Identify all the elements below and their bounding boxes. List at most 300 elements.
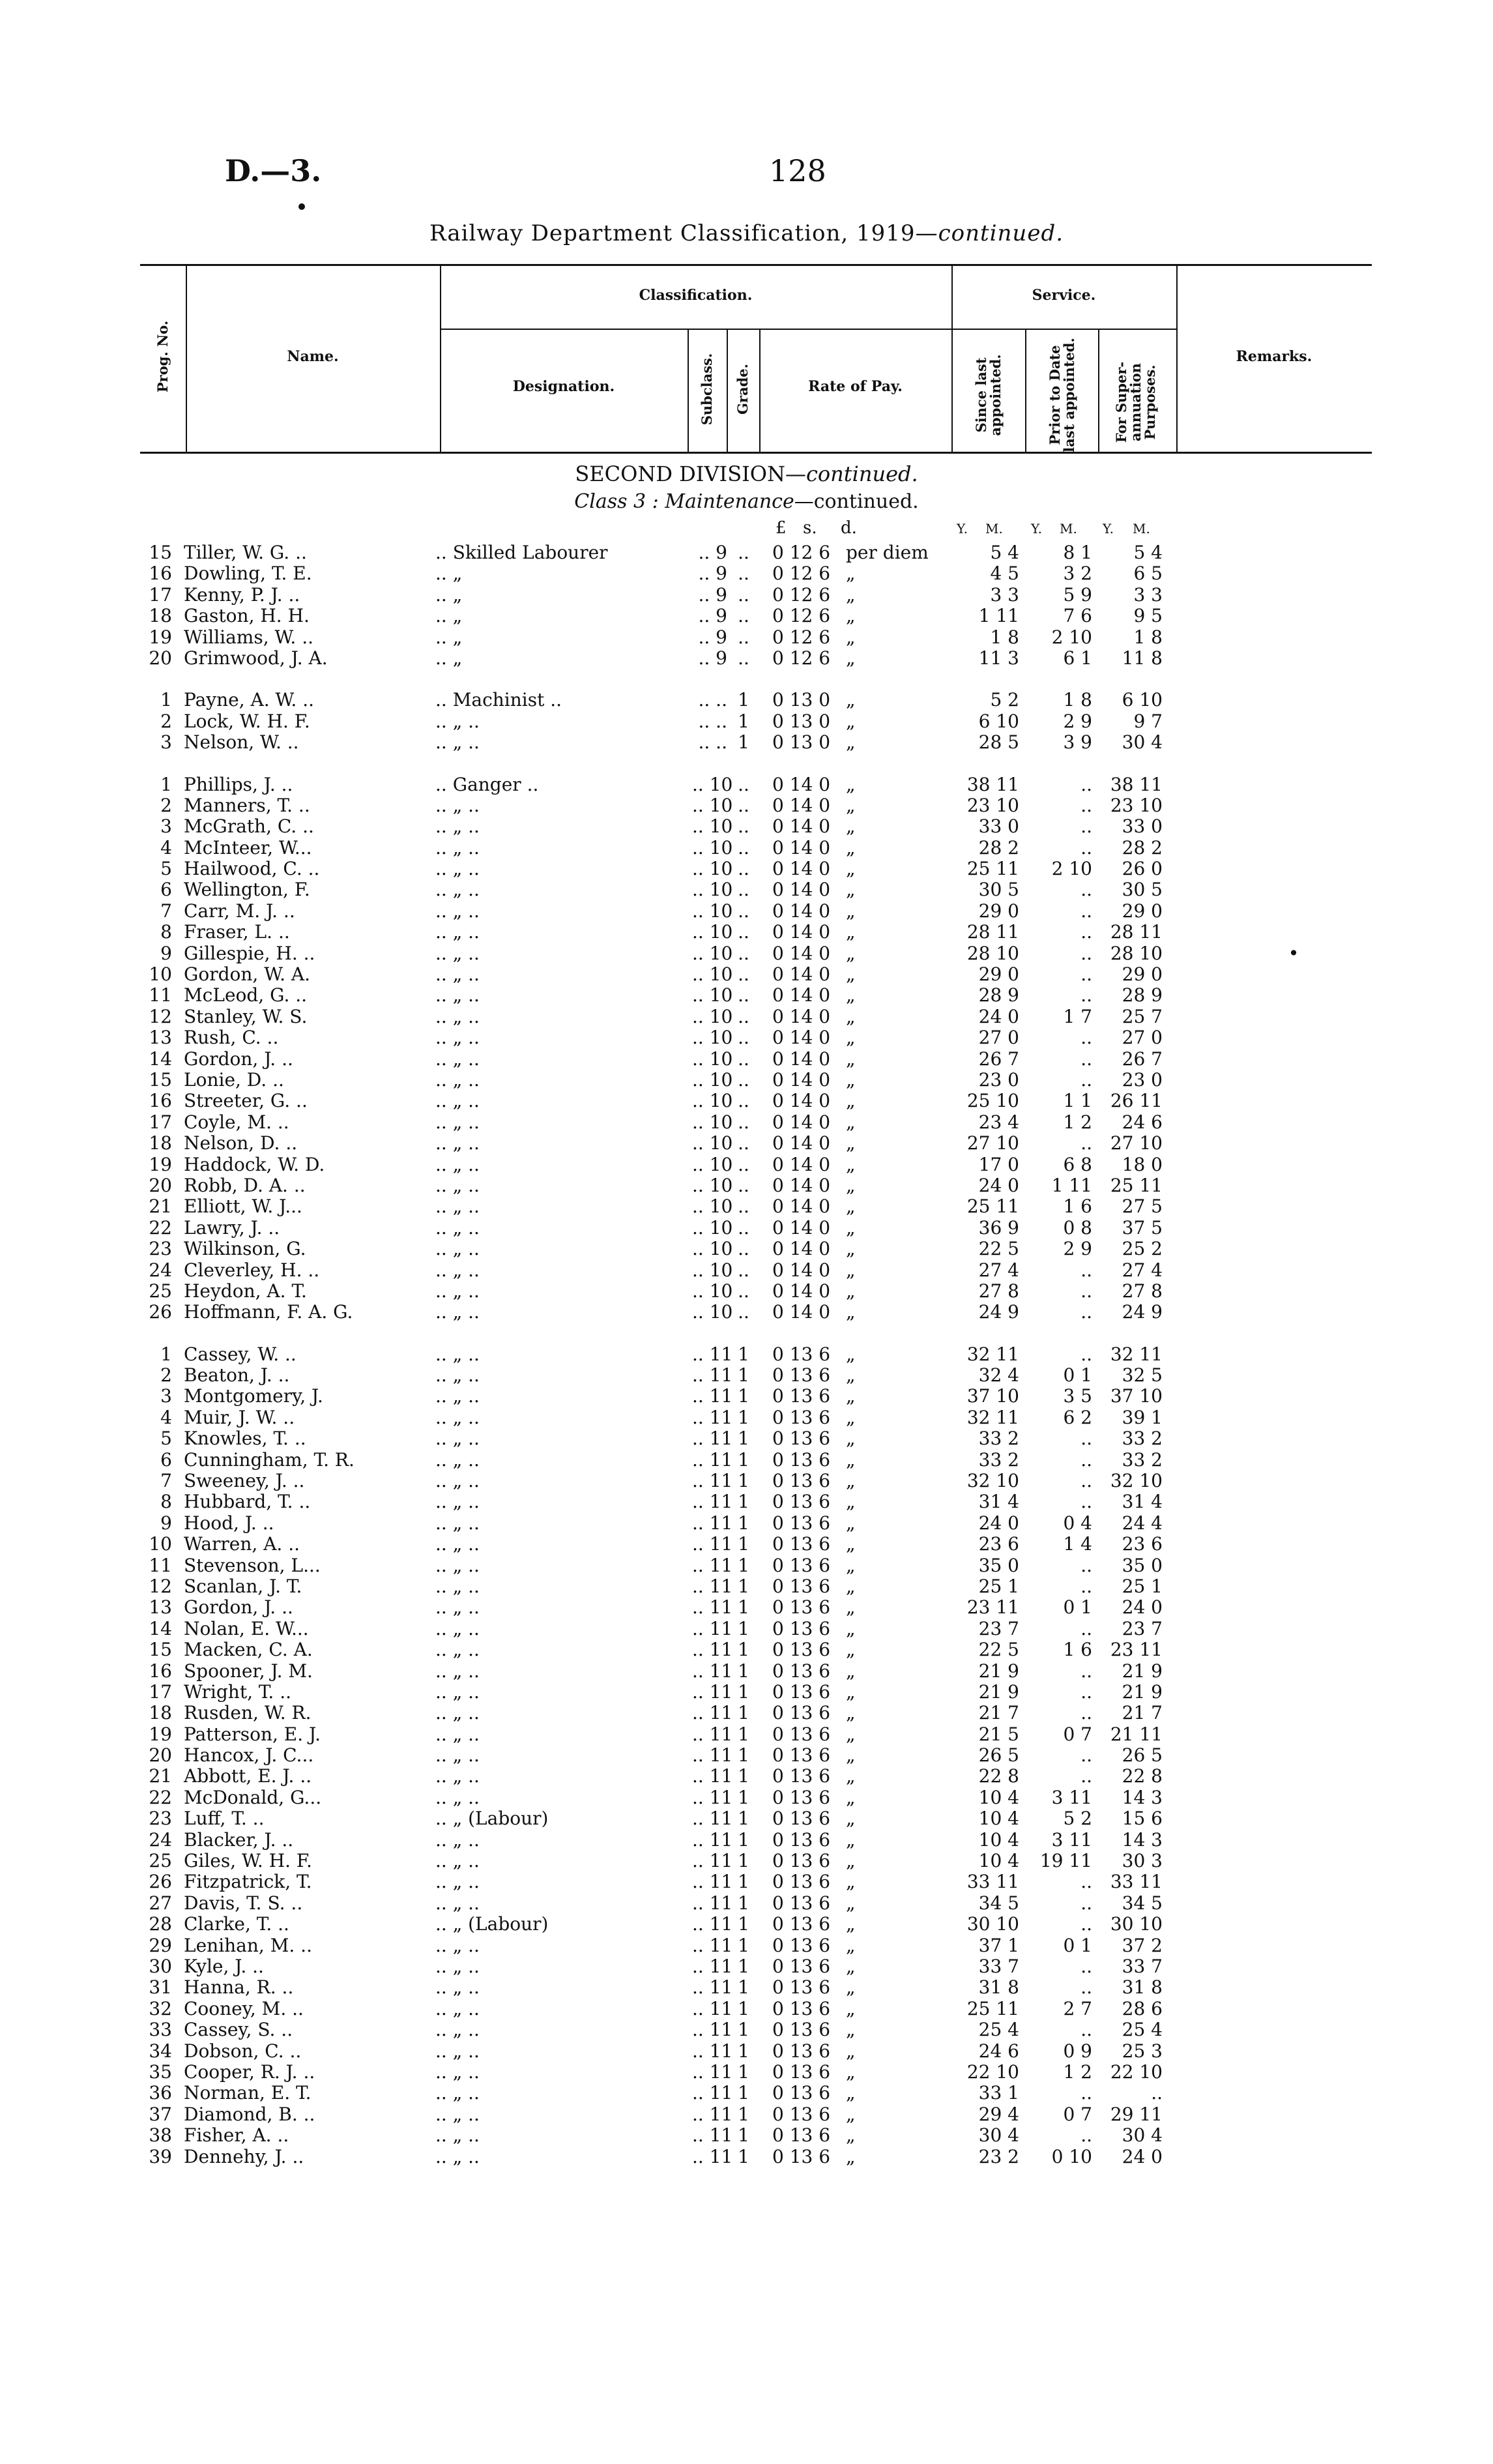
service-since-cell: 5 2 xyxy=(990,689,1019,711)
designation-cell: .. „ .. xyxy=(435,1765,480,1787)
designation-cell: .. „ .. xyxy=(435,1195,480,1218)
unit-labels xyxy=(0,518,1493,539)
unit-months: M. xyxy=(1133,521,1150,536)
service-prior-cell: 1 7 xyxy=(1063,1005,1092,1027)
rate-cell: 0 13 6 xyxy=(772,1406,831,1428)
grade-cell: 1 xyxy=(738,1639,749,1661)
rate-unit-cell: „ xyxy=(846,1554,856,1576)
service-since-cell: 21 9 xyxy=(978,1660,1019,1682)
table-row xyxy=(0,1154,1493,1175)
rate-cell: 0 14 0 xyxy=(772,984,831,1006)
rate-cell: 0 13 6 xyxy=(772,1892,831,1914)
designation-cell: .. „ .. xyxy=(435,1343,480,1365)
service-super-cell: 28 11 xyxy=(1110,921,1163,943)
rate-unit-cell: „ xyxy=(846,1997,856,2019)
designation-cell: .. „ .. xyxy=(435,1639,480,1661)
service-prior-cell: .. xyxy=(1080,1280,1092,1302)
rate-unit-cell: „ xyxy=(846,1808,856,1830)
service-since-cell: 21 5 xyxy=(978,1723,1019,1745)
name-cell: Nelson, W. .. xyxy=(184,731,299,754)
prog-no-cell: 8 xyxy=(160,921,172,943)
designation-cell: .. „ xyxy=(435,647,463,669)
subclass-cell: .. 10 xyxy=(692,1132,733,1154)
rate-cell: 0 13 6 xyxy=(772,1702,831,1724)
table-row xyxy=(0,627,1493,648)
service-super-cell: 29 0 xyxy=(1122,963,1163,986)
prog-no-cell: 39 xyxy=(149,2145,172,2167)
grade-cell: 1 xyxy=(738,1723,749,1745)
designation-cell: .. „ .. xyxy=(435,1090,480,1112)
table-row xyxy=(0,1977,1493,1998)
service-prior-cell: .. xyxy=(1080,1617,1092,1639)
service-since-cell: 4 5 xyxy=(990,563,1019,585)
subclass-cell: .. 10 xyxy=(692,1216,733,1239)
designation-cell: .. „ .. xyxy=(435,1934,480,1956)
service-super-cell: 32 10 xyxy=(1110,1470,1163,1492)
rate-unit-cell: „ xyxy=(846,1723,856,1745)
subclass-cell: .. 11 xyxy=(692,1343,733,1365)
rate-unit-cell: „ xyxy=(846,2040,856,2062)
designation-cell: .. „ .. xyxy=(435,1871,480,1893)
grade-cell: 1 xyxy=(738,1533,749,1555)
prog-no-cell: 9 xyxy=(160,1512,172,1534)
rate-cell: 0 14 0 xyxy=(772,1132,831,1154)
service-prior-cell: .. xyxy=(1080,1428,1092,1450)
service-since-cell: 23 7 xyxy=(978,1617,1019,1639)
header-service: Service. xyxy=(1032,287,1096,304)
name-cell: Blacker, J. .. xyxy=(184,1828,294,1851)
service-since-cell: 27 10 xyxy=(966,1132,1019,1154)
prog-no-cell: 7 xyxy=(160,900,172,922)
rate-cell: 0 13 6 xyxy=(772,1723,831,1745)
service-super-cell: 34 5 xyxy=(1122,1892,1163,1914)
service-super-cell: 18 0 xyxy=(1122,1153,1163,1175)
table-row xyxy=(0,1766,1493,1787)
service-super-cell: 27 8 xyxy=(1122,1280,1163,1302)
grade-cell: 1 xyxy=(738,1744,749,1767)
subclass-cell: .. 11 xyxy=(692,1364,733,1386)
service-since-cell: 10 4 xyxy=(978,1828,1019,1851)
service-super-cell: 33 11 xyxy=(1110,1871,1163,1893)
rate-cell: 0 14 0 xyxy=(772,879,831,901)
service-prior-cell: 2 10 xyxy=(1051,858,1092,880)
service-since-cell: 28 10 xyxy=(966,942,1019,964)
service-super-cell: 28 6 xyxy=(1122,1997,1163,2019)
name-cell: Rusden, W. R. xyxy=(184,1702,312,1724)
rate-cell: 0 13 6 xyxy=(772,2082,831,2104)
grade-cell: 1 xyxy=(738,1786,749,1808)
service-since-cell: 5 4 xyxy=(990,542,1019,563)
grade-cell: 1 xyxy=(738,1956,749,1977)
rate-cell: 0 13 6 xyxy=(772,1913,831,1935)
table-row xyxy=(0,1830,1493,1851)
table-row xyxy=(0,879,1493,900)
prog-no-cell: 16 xyxy=(149,1660,172,1682)
service-since-cell: 23 6 xyxy=(978,1533,1019,1555)
service-super-cell: 27 5 xyxy=(1122,1195,1163,1218)
grade-cell: .. xyxy=(738,626,749,648)
grade-cell: 1 xyxy=(738,731,749,754)
table-row xyxy=(0,648,1493,669)
subclass-cell: .. 10 xyxy=(692,1238,733,1260)
rate-cell: 0 13 6 xyxy=(772,1639,831,1661)
table-row xyxy=(0,1239,1493,1259)
grade-cell: .. xyxy=(738,1238,749,1260)
prog-no-cell: 10 xyxy=(149,1533,172,1555)
rate-unit-cell: „ xyxy=(846,1174,856,1196)
rate-unit-cell: „ xyxy=(846,605,856,627)
service-prior-cell: .. xyxy=(1080,1470,1092,1492)
designation-cell: .. „ .. xyxy=(435,1027,480,1049)
grade-cell: .. xyxy=(738,1301,749,1323)
header-name: Name. xyxy=(287,348,339,365)
name-cell: Hancox, J. C... xyxy=(184,1744,314,1767)
service-since-cell: 27 0 xyxy=(978,1027,1019,1049)
service-super-cell: 23 0 xyxy=(1122,1068,1163,1091)
rate-unit-cell: „ xyxy=(846,2124,856,2147)
prog-no-cell: 26 xyxy=(149,1871,172,1893)
service-prior-cell: .. xyxy=(1080,921,1092,943)
service-since-cell: 32 10 xyxy=(966,1470,1019,1492)
grade-cell: 1 xyxy=(738,2061,749,2083)
prog-no-cell: 36 xyxy=(149,2082,172,2104)
table-row xyxy=(0,1576,1493,1597)
prog-no-cell: 19 xyxy=(149,1723,172,1745)
rate-cell: 0 14 0 xyxy=(772,1174,831,1196)
service-super-cell: 33 2 xyxy=(1122,1448,1163,1471)
rate-cell: 0 13 6 xyxy=(772,1533,831,1555)
designation-cell: .. „ .. xyxy=(435,921,480,943)
service-super-cell: 28 10 xyxy=(1110,942,1163,964)
subclass-cell: .. 11 xyxy=(692,1512,733,1534)
table-row xyxy=(0,1851,1493,1871)
rate-unit-cell: „ xyxy=(846,1680,856,1703)
subclass-cell: .. 11 xyxy=(692,1428,733,1450)
service-super-cell: 27 4 xyxy=(1122,1259,1163,1281)
rate-unit-cell: „ xyxy=(846,1639,856,1661)
service-super-cell: 30 3 xyxy=(1122,1850,1163,1872)
name-cell: Stevenson, L... xyxy=(184,1554,321,1576)
table-row xyxy=(0,1218,1493,1239)
designation-cell: .. „ .. xyxy=(435,1575,480,1597)
rate-cell: 0 12 6 xyxy=(772,583,831,606)
grade-cell: 1 xyxy=(738,1575,749,1597)
service-super-cell: 27 0 xyxy=(1122,1027,1163,1049)
name-cell: Gordon, J. .. xyxy=(184,1048,293,1070)
service-prior-cell: .. xyxy=(1080,1575,1092,1597)
grade-cell: 1 xyxy=(738,2040,749,2062)
designation-cell: .. „ .. xyxy=(435,1111,480,1133)
service-super-cell: 21 9 xyxy=(1122,1660,1163,1682)
service-super-cell: 25 4 xyxy=(1122,2019,1163,2041)
table-row xyxy=(0,1808,1493,1829)
grade-cell: .. xyxy=(738,542,749,563)
service-prior-cell: 6 8 xyxy=(1063,1153,1092,1175)
grade-cell: 1 xyxy=(738,1364,749,1386)
service-since-cell: 28 9 xyxy=(978,984,1019,1006)
service-since-cell: 32 11 xyxy=(966,1406,1019,1428)
service-super-cell: 33 2 xyxy=(1122,1428,1163,1450)
designation-cell: .. „ .. xyxy=(435,1956,480,1977)
service-since-cell: 33 0 xyxy=(978,815,1019,838)
prog-no-cell: 21 xyxy=(149,1765,172,1787)
rate-cell: 0 14 0 xyxy=(772,1216,831,1239)
name-cell: Hailwood, C. .. xyxy=(184,858,320,880)
service-super-cell: 25 2 xyxy=(1122,1238,1163,1260)
table-column-headers xyxy=(140,264,1372,454)
prog-no-cell: 11 xyxy=(149,1554,172,1576)
table-row xyxy=(0,1281,1493,1302)
subclass-cell: .. 11 xyxy=(692,1680,733,1703)
name-cell: Gordon, W. A. xyxy=(184,963,311,986)
table-group xyxy=(0,774,1493,1323)
rate-cell: 0 13 6 xyxy=(772,1744,831,1767)
table-row xyxy=(0,858,1493,879)
grade-cell: 1 xyxy=(738,1765,749,1787)
grade-cell: .. xyxy=(738,1280,749,1302)
grade-cell: 1 xyxy=(738,1470,749,1492)
service-prior-cell: 2 9 xyxy=(1063,1238,1092,1260)
designation-cell: .. Ganger .. xyxy=(435,773,539,795)
table-row xyxy=(0,1491,1493,1512)
service-super-cell: 22 10 xyxy=(1110,2061,1163,2083)
designation-cell: .. „ .. xyxy=(435,942,480,964)
name-cell: Gillespie, H. .. xyxy=(184,942,315,964)
grade-cell: .. xyxy=(738,1259,749,1281)
section-heading xyxy=(0,462,1493,486)
grade-cell: 1 xyxy=(738,1871,749,1893)
grade-cell: .. xyxy=(738,921,749,943)
service-prior-cell: .. xyxy=(1080,815,1092,838)
service-since-cell: 23 11 xyxy=(966,1596,1019,1619)
rate-unit-cell: „ xyxy=(846,2061,856,2083)
subclass-cell: .. 10 xyxy=(692,921,733,943)
designation-cell: .. „ .. xyxy=(435,1786,480,1808)
prog-no-cell: 16 xyxy=(149,563,172,585)
service-since-cell: 30 5 xyxy=(978,879,1019,901)
prog-no-cell: 37 xyxy=(149,2103,172,2125)
table-row xyxy=(0,542,1493,563)
rate-cell: 0 13 6 xyxy=(772,1997,831,2019)
rate-unit-cell: „ xyxy=(846,1153,856,1175)
name-cell: Muir, J. W. .. xyxy=(184,1406,295,1428)
subclass-cell: .. 11 xyxy=(692,1765,733,1787)
divider xyxy=(727,329,728,452)
table-row xyxy=(0,1724,1493,1745)
grade-cell: .. xyxy=(738,858,749,880)
designation-cell: .. „ .. xyxy=(435,1216,480,1239)
prog-no-cell: 27 xyxy=(149,1892,172,1914)
subclass-cell: .. 10 xyxy=(692,900,733,922)
table-row xyxy=(0,1619,1493,1639)
rate-cell: 0 14 0 xyxy=(772,963,831,986)
table-row xyxy=(0,606,1493,626)
service-super-cell: 24 4 xyxy=(1122,1512,1163,1534)
rate-unit-cell: „ xyxy=(846,879,856,901)
service-since-cell: 25 11 xyxy=(966,1195,1019,1218)
prog-no-cell: 17 xyxy=(149,1680,172,1703)
service-since-cell: 31 4 xyxy=(978,1491,1019,1513)
grade-cell: .. xyxy=(738,879,749,901)
grade-cell: .. xyxy=(738,773,749,795)
table-row xyxy=(0,1428,1493,1449)
designation-cell: .. „ .. xyxy=(435,815,480,838)
rate-cell: 0 12 6 xyxy=(772,542,831,563)
header-rate-of-pay: Rate of Pay. xyxy=(808,378,903,395)
unit-pound: £ xyxy=(775,518,787,538)
service-prior-cell: .. xyxy=(1080,1132,1092,1154)
service-super-cell: 9 7 xyxy=(1133,710,1163,732)
rate-cell: 0 14 0 xyxy=(772,794,831,816)
rate-cell: 0 13 6 xyxy=(772,1575,831,1597)
grade-cell: 1 xyxy=(738,1491,749,1513)
table-row xyxy=(0,2125,1493,2146)
rate-unit-cell: „ xyxy=(846,794,856,816)
service-prior-cell: .. xyxy=(1080,1956,1092,1977)
designation-cell: .. „ .. xyxy=(435,1660,480,1682)
service-since-cell: 28 2 xyxy=(978,836,1019,858)
prog-no-cell: 7 xyxy=(160,1470,172,1492)
designation-cell: .. „ .. xyxy=(435,1048,480,1070)
name-cell: McDonald, G... xyxy=(184,1786,322,1808)
table-row xyxy=(0,563,1493,584)
service-prior-cell: 3 2 xyxy=(1063,563,1092,585)
service-prior-cell: 6 2 xyxy=(1063,1406,1092,1428)
name-cell: Lock, W. H. F. xyxy=(184,710,310,732)
rate-unit-cell: per diem xyxy=(846,542,929,563)
rate-unit-cell: „ xyxy=(846,1238,856,1260)
designation-cell: .. „ .. xyxy=(435,1132,480,1154)
subclass-cell: .. 10 xyxy=(692,879,733,901)
table-row xyxy=(0,2083,1493,2104)
designation-cell: .. „ .. xyxy=(435,2124,480,2147)
grade-cell: 1 xyxy=(738,2019,749,2041)
grade-cell: .. xyxy=(738,1027,749,1049)
service-since-cell: 10 4 xyxy=(978,1808,1019,1830)
prog-no-cell: 29 xyxy=(149,1934,172,1956)
designation-cell: .. „ .. xyxy=(435,1702,480,1724)
subclass-cell: .. 10 xyxy=(692,794,733,816)
divider xyxy=(440,329,1176,330)
designation-cell: .. „ .. xyxy=(435,1364,480,1386)
service-since-cell: 21 7 xyxy=(978,1702,1019,1724)
rate-unit-cell: „ xyxy=(846,626,856,648)
table-row xyxy=(0,1175,1493,1196)
rate-unit-cell: „ xyxy=(846,1385,856,1407)
name-cell: Spooner, J. M. xyxy=(184,1660,313,1682)
name-cell: Cassey, S. .. xyxy=(184,2019,293,2041)
name-cell: Elliott, W. J... xyxy=(184,1195,302,1218)
designation-cell: .. „ .. xyxy=(435,1723,480,1745)
divider xyxy=(1025,329,1026,452)
subclass-cell: .. 11 xyxy=(692,1533,733,1555)
prog-no-cell: 31 xyxy=(149,1976,172,1999)
service-prior-cell: 1 11 xyxy=(1051,1174,1092,1196)
service-since-cell: 33 11 xyxy=(966,1871,1019,1893)
grade-cell: .. xyxy=(738,583,749,606)
name-cell: Fitzpatrick, T. xyxy=(184,1871,312,1893)
prog-no-cell: 20 xyxy=(149,1174,172,1196)
prog-no-cell: 38 xyxy=(149,2124,172,2147)
table-row xyxy=(0,1639,1493,1660)
subclass-cell: .. 10 xyxy=(692,1090,733,1112)
subclass-cell: .. 10 xyxy=(692,1111,733,1133)
grade-cell: 1 xyxy=(738,1913,749,1935)
rate-unit-cell: „ xyxy=(846,900,856,922)
prog-no-cell: 3 xyxy=(160,731,172,754)
service-prior-cell: 1 4 xyxy=(1063,1533,1092,1555)
rate-unit-cell: „ xyxy=(846,1005,856,1027)
service-since-cell: 24 0 xyxy=(978,1512,1019,1534)
rate-unit-cell: „ xyxy=(846,1956,856,1977)
rate-cell: 0 14 0 xyxy=(772,1090,831,1112)
rate-cell: 0 13 6 xyxy=(772,1871,831,1893)
prog-no-cell: 34 xyxy=(149,2040,172,2062)
service-since-cell: 6 10 xyxy=(978,710,1019,732)
table-row xyxy=(0,1196,1493,1217)
name-cell: Sweeney, J. .. xyxy=(184,1470,305,1492)
grade-cell: .. xyxy=(738,984,749,1006)
rate-cell: 0 13 6 xyxy=(772,1364,831,1386)
grade-cell: 1 xyxy=(738,1680,749,1703)
rate-unit-cell: „ xyxy=(846,1364,856,1386)
subclass-cell: .. 10 xyxy=(692,1048,733,1070)
designation-cell: .. „ .. xyxy=(435,731,480,754)
table-row xyxy=(0,1534,1493,1555)
prog-no-cell: 9 xyxy=(160,942,172,964)
subclass-cell: .. 10 xyxy=(692,1174,733,1196)
rate-cell: 0 13 6 xyxy=(772,2103,831,2125)
subclass-cell: .. 10 xyxy=(692,1259,733,1281)
service-prior-cell: 0 10 xyxy=(1051,2145,1092,2167)
table-row xyxy=(0,795,1493,816)
service-since-cell: 23 0 xyxy=(978,1068,1019,1091)
rate-cell: 0 13 6 xyxy=(772,1596,831,1619)
rate-unit-cell: „ xyxy=(846,1343,856,1365)
page-title-continued: continued. xyxy=(938,220,1064,246)
designation-cell: .. „ .. xyxy=(435,1997,480,2019)
service-super-cell: 9 5 xyxy=(1133,605,1163,627)
rate-cell: 0 14 0 xyxy=(772,1068,831,1091)
name-cell: Gaston, H. H. xyxy=(184,605,310,627)
name-cell: Macken, C. A. xyxy=(184,1639,313,1661)
table-row xyxy=(0,1344,1493,1365)
rate-cell: 0 12 6 xyxy=(772,605,831,627)
service-since-cell: 38 11 xyxy=(966,773,1019,795)
subclass-cell: .. 10 xyxy=(692,984,733,1006)
table-row xyxy=(0,838,1493,858)
name-cell: Heydon, A. T. xyxy=(184,1280,307,1302)
prog-no-cell: 13 xyxy=(149,1596,172,1619)
designation-cell: .. „ .. xyxy=(435,1617,480,1639)
rate-unit-cell: „ xyxy=(846,731,856,754)
grade-cell: .. xyxy=(738,942,749,964)
service-since-cell: 22 8 xyxy=(978,1765,1019,1787)
designation-cell: .. „ .. xyxy=(435,710,480,732)
service-super-cell: 26 0 xyxy=(1122,858,1163,880)
service-since-cell: 25 11 xyxy=(966,1997,1019,2019)
rate-unit-cell: „ xyxy=(846,1195,856,1218)
service-super-cell: 21 11 xyxy=(1110,1723,1163,1745)
name-cell: Carr, M. J. .. xyxy=(184,900,295,922)
service-prior-cell: 1 2 xyxy=(1063,1111,1092,1133)
rate-unit-cell: „ xyxy=(846,1448,856,1471)
service-super-cell: 30 10 xyxy=(1110,1913,1163,1935)
table-row xyxy=(0,1745,1493,1766)
service-prior-cell: .. xyxy=(1080,1892,1092,1914)
designation-cell: .. „ .. xyxy=(435,1976,480,1999)
grade-cell: 1 xyxy=(738,1343,749,1365)
